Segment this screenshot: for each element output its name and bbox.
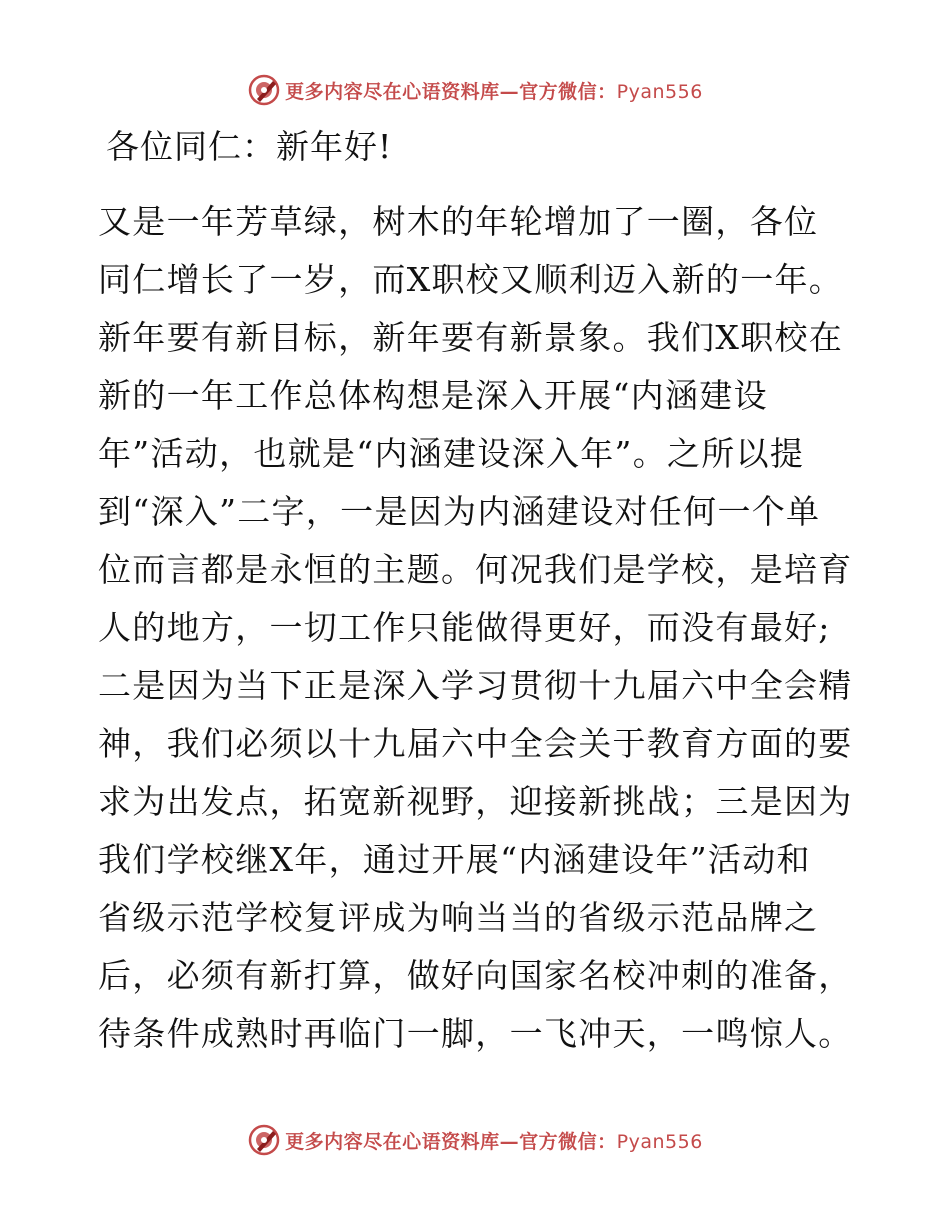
paragraph-line: 人的地方，一切工作只能做得更好，而没有最好; bbox=[98, 608, 831, 647]
paragraph-line: 省级示范学校复评成为响当当的省级示范品牌之 bbox=[98, 898, 819, 937]
pen-logo-icon bbox=[247, 1123, 281, 1157]
paragraph-line: 我们学校继X年，通过开展“内涵建设年”活动和 bbox=[98, 840, 811, 879]
paragraph-line: 同仁增长了一岁，而X职校又顺利迈入新的一年。 bbox=[98, 260, 844, 299]
paragraph-line: 后，必须有新打算，做好向国家名校冲刺的准备， bbox=[98, 956, 853, 995]
paragraph-line: 到“深入”二字，一是因为内涵建设对任何一个单 bbox=[98, 492, 821, 531]
paragraph-line: 新的一年工作总体构想是深入开展“内涵建设 bbox=[98, 376, 768, 415]
pen-logo-icon bbox=[247, 73, 281, 107]
paragraph-line: 神，我们必须以十九届六中全会关于教育方面的要 bbox=[98, 724, 853, 763]
footer-watermark bbox=[0, 1120, 950, 1160]
paragraph-line: 二是因为当下正是深入学习贯彻十九届六中全会精 bbox=[98, 666, 853, 705]
paragraph-line: 待条件成熟时再临门一脚，一飞冲天，一鸣惊人。 bbox=[98, 1014, 853, 1053]
paragraph-line: 位而言都是永恒的主题。何况我们是学校，是培育 bbox=[98, 550, 853, 589]
header-watermark bbox=[0, 70, 950, 110]
paragraph-line: 新年要有新目标，新年要有新景象。我们X职校在 bbox=[98, 318, 844, 357]
body-paragraph bbox=[98, 193, 858, 1063]
watermark-text: 更多内容尽在心语资料库—官方微信：Pyan556 bbox=[285, 1130, 703, 1153]
paragraph-line: 年”活动，也就是“内涵建设深入年”。之所以提 bbox=[98, 434, 805, 473]
greeting-heading: 各位同仁：新年好! bbox=[106, 127, 393, 166]
paragraph-line: 求为出发点，拓宽新视野，迎接新挑战；三是因为 bbox=[98, 782, 853, 821]
watermark-text: 更多内容尽在心语资料库—官方微信：Pyan556 bbox=[285, 80, 703, 103]
paragraph-line: 又是一年芳草绿，树木的年轮增加了一圈，各位 bbox=[98, 202, 819, 241]
